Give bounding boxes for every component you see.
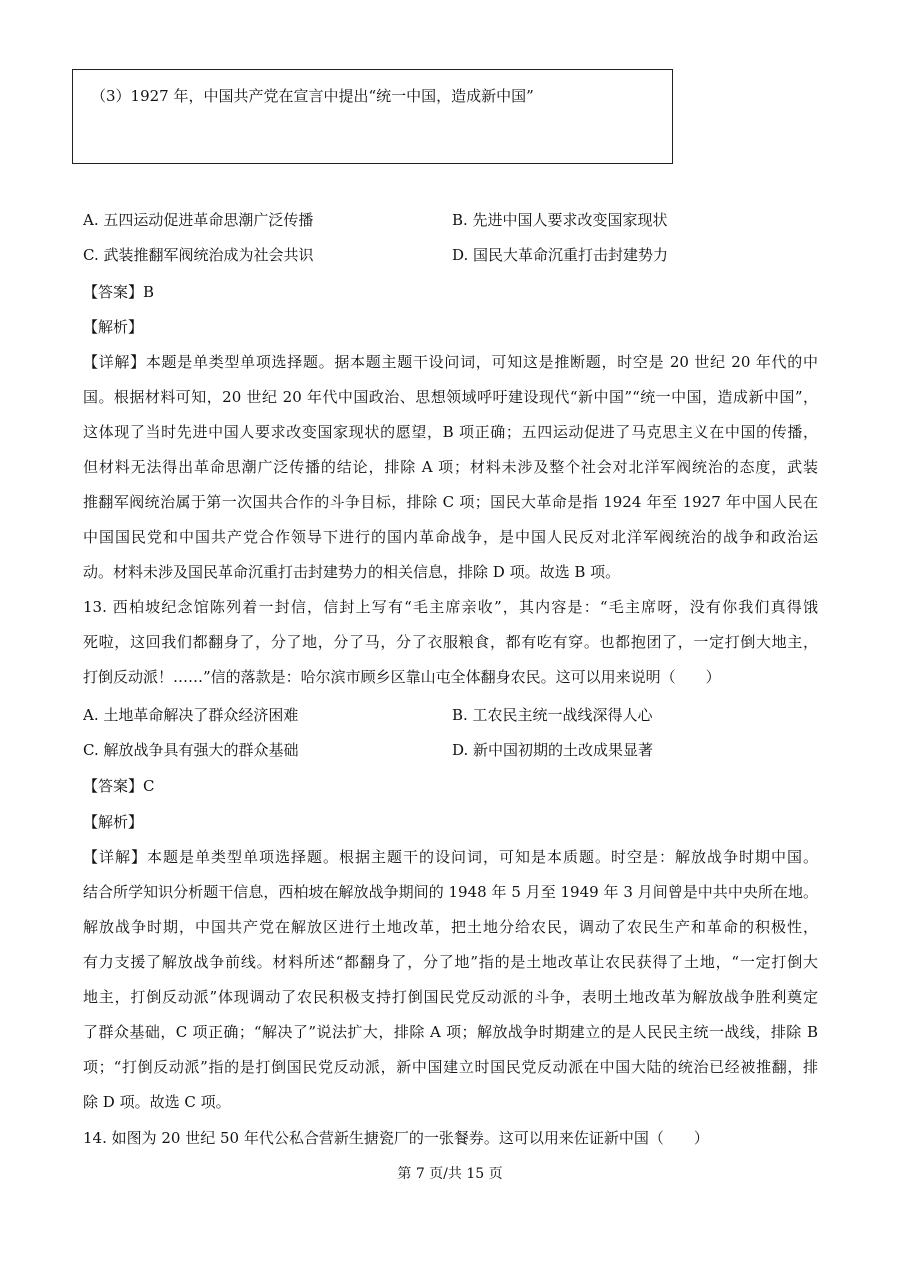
q13-stem-line: 死啦，这回我们都翻身了，分了地，分了马，分了衣服粮食，都有吃有穿。也都抱团了，一定打倒大地主， [83, 633, 818, 651]
q13-detail-line: 了群众基础，C 项正确；“解决了”说法扩大，排除 A 项；解放战争时期建立的是人民民主统一战线，排除 B [83, 1023, 818, 1041]
q13-option-c: C. 解放战争具有强大的群众基础 [83, 741, 299, 759]
q12-analysis-label: 【解析】 [83, 318, 144, 336]
q13-option-a: A. 土地革命解决了群众经济困难 [83, 706, 299, 724]
q12-detail-line: 【详解】本题是单类型单项选择题。据本题主题干设问词，可知这是推断题，时空是 20 世纪 20 年代的中 [83, 353, 818, 371]
material-box [72, 69, 673, 164]
q13-stem-line: 打倒反动派！……”信的落款是：哈尔滨市顾乡区靠山屯全体翻身农民。这可以用来说明（ ） [83, 668, 721, 686]
q12-detail-line: 动。材料未涉及国民革命沉重打击封建势力的相关信息，排除 D 项。故选 B 项。 [83, 563, 621, 581]
q13-detail-line: 结合所学知识分析题干信息，西柏坡在解放战争期间的 1948 年 5 月至 1949 年 3 月间曾是中共中央所在地。 [83, 883, 818, 901]
q13-stem-line: 13. 西柏坡纪念馆陈列着一封信，信封上写有“毛主席亲收”，其内容是：“毛主席呀，没有你我们真得饿 [83, 598, 818, 616]
q13-option-b: B. 工农民主统一战线深得人心 [452, 706, 653, 724]
q12-detail-line: 中国国民党和中国共产党合作领导下进行的国内革命战争，是中国人民反对北洋军阀统治的战争和政治运 [83, 528, 818, 546]
q13-detail-line: 【详解】本题是单类型单项选择题。根据主题干的设问词，可知是本质题。时空是：解放战争时期中国。 [83, 848, 818, 866]
q14-stem: 14. 如图为 20 世纪 50 年代公私合营新生搪瓷厂的一张餐券。这可以用来佐证新中国（ ） [83, 1129, 709, 1147]
q12-answer: 【答案】B [83, 283, 155, 301]
q13-detail-line: 地主，打倒反动派”体现调动了农民积极支持打倒国民党反动派的斗争，表明土地改革为解放战争胜利奠定 [83, 988, 818, 1006]
q12-option-c: C. 武装推翻军阀统治成为社会共识 [83, 246, 314, 264]
q12-detail-line: 这体现了当时先进中国人要求改变国家现状的愿望，B 项正确；五四运动促进了马克思主义在中国的传播， [83, 423, 818, 441]
q13-detail-line: 除 D 项。故选 C 项。 [83, 1093, 231, 1111]
q13-answer: 【答案】C [83, 777, 155, 795]
q13-detail-line: 项；“打倒反动派”指的是打倒国民党反动派，新中国建立时国民党反动派在中国大陆的统治已经被推翻，排 [83, 1058, 818, 1076]
q12-detail-line: 国。根据材料可知，20 世纪 20 年代中国政治、思想领域呼吁建设现代“新中国”“统一中国，造成新中国”， [83, 388, 818, 406]
q13-detail-line: 有力支援了解放战争前线。材料所述“都翻身了，分了地”指的是土地改革让农民获得了土地，“一定打倒大 [83, 953, 818, 971]
q12-detail-line: 推翻军阀统治属于第一次国共合作的斗争目标，排除 C 项；国民大革命是指 1924 年至 1927 年中国人民在 [83, 493, 818, 511]
page-number: 第 7 页/共 15 页 [397, 1166, 503, 1182]
q12-detail-line: 但材料无法得出革命思潮广泛传播的结论，排除 A 项；材料未涉及整个社会对北洋军阀统治的态度，武装 [83, 458, 818, 476]
q12-option-d: D. 国民大革命沉重打击封建势力 [452, 246, 669, 264]
material-text: （3）1927 年，中国共产党在宣言中提出“统一中国，造成新中国” [91, 87, 534, 105]
q13-detail-line: 解放战争时期，中国共产党在解放区进行土地改革，把土地分给农民，调动了农民生产和革命的积极性， [83, 918, 818, 936]
q13-analysis-label: 【解析】 [83, 813, 144, 831]
q12-option-b: B. 先进中国人要求改变国家现状 [452, 211, 668, 229]
q13-option-d: D. 新中国初期的土改成果显著 [452, 741, 654, 759]
q12-option-a: A. 五四运动促进革命思潮广泛传播 [83, 211, 314, 229]
